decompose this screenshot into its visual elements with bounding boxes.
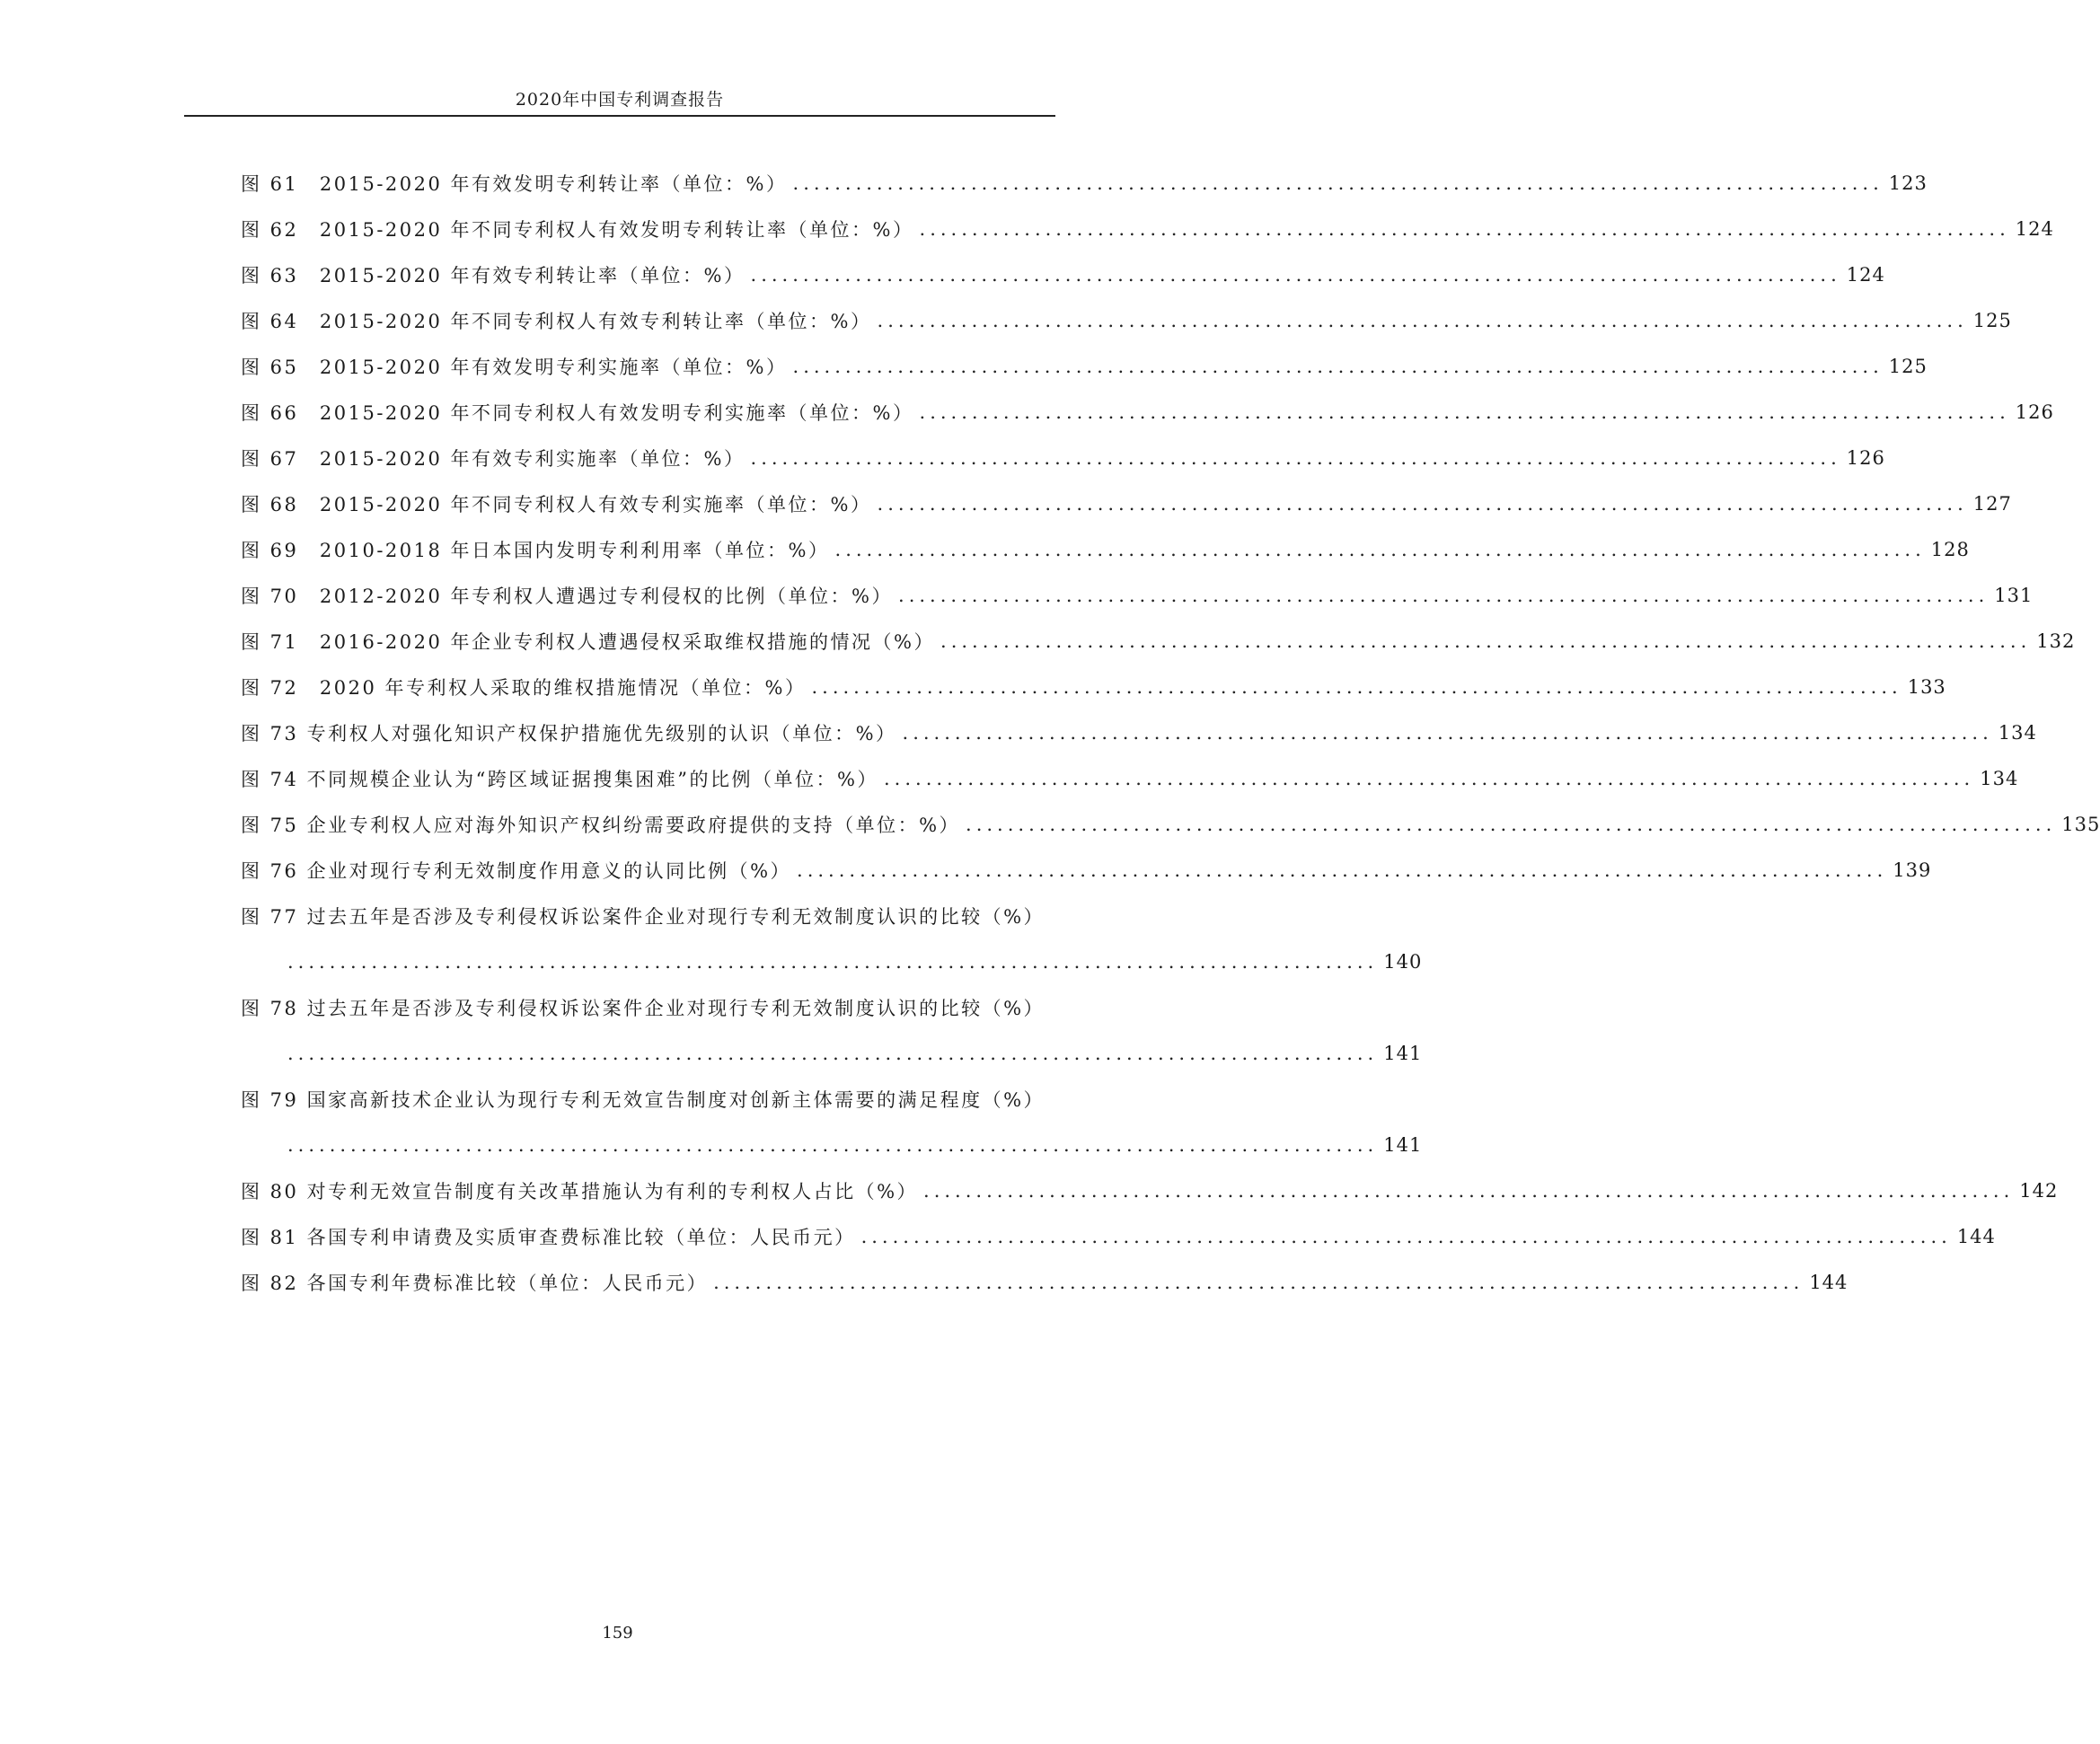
leader-dots: ........................................................................................................ [797, 859, 1888, 881]
figure-list [241, 160, 2100, 1305]
page-number: 159 [602, 1624, 633, 1643]
leader-dots: ........................................................................................................ [940, 630, 2032, 652]
leader-dots: ........................................................................................................ [877, 492, 1968, 515]
toc-entry-label: 图 66 2015-2020 年不同专利权人有效发明专利实施率（单位：%） [241, 401, 914, 424]
leader-dots: ........................................................................................................ [792, 355, 1884, 377]
toc-entry-75[interactable] [241, 801, 2100, 847]
leader-dots: ........................................................................................................ [898, 584, 1990, 606]
toc-entry-page: 135 [2061, 813, 2100, 835]
toc-entry-label: 图 78 过去五年是否涉及专利侵权诉讼案件企业对现行专利无效制度认识的比较（%） [241, 997, 1046, 1019]
leader-dots: ........................................................................................................ [966, 813, 2057, 835]
toc-entry-label: 图 69 2010-2018 年日本国内发明专利利用率（单位：%） [241, 539, 830, 561]
toc-entry-page: 142 [2019, 1179, 2059, 1202]
toc-entry-label: 图 70 2012-2020 年专利权人遭遇过专利侵权的比例（单位：%） [241, 585, 894, 607]
leader-dots: ........................................................................................................ [287, 950, 1379, 973]
toc-entry-label: 图 73 专利权人对强化知识产权保护措施优先级别的认识（单位：%） [241, 722, 897, 744]
leader-dots: ........................................................................................................ [287, 1133, 1379, 1156]
toc-entry-62[interactable] [241, 206, 2054, 251]
toc-entry-80[interactable] [241, 1167, 2059, 1213]
leader-dots: ........................................................................................................ [287, 1042, 1379, 1064]
leader-dots: ........................................................................................................ [811, 675, 1902, 698]
toc-entry-page: 125 [1888, 355, 1928, 377]
toc-entry-label: 图 62 2015-2020 年不同专利权人有效发明专利转让率（单位：%） [241, 218, 914, 241]
toc-entry-72[interactable] [241, 664, 1946, 709]
toc-entry-73[interactable] [241, 709, 2037, 755]
toc-entry-page: 124 [1846, 263, 1885, 286]
toc-entry-76[interactable] [241, 847, 1932, 893]
toc-entry-label: 图 61 2015-2020 年有效发明专利转让率（单位：%） [241, 172, 788, 195]
toc-entry-page: 128 [1930, 538, 1970, 560]
toc-entry-68[interactable] [241, 480, 2012, 526]
leader-dots: ........................................................................................................ [902, 721, 1993, 744]
toc-entry-label: 图 63 2015-2020 年有效专利转让率（单位：%） [241, 264, 746, 286]
toc-entry-label: 图 72 2020 年专利权人采取的维权措施情况（单位：%） [241, 676, 807, 699]
toc-entry-page: 140 [1383, 950, 1423, 973]
running-header: 2020年中国专利调查报告 [515, 90, 725, 110]
leader-dots: ........................................................................................................ [919, 217, 2010, 240]
toc-entry-page: 126 [2015, 401, 2054, 423]
leader-dots: ........................................................................................................ [919, 401, 2010, 423]
toc-entry-page: 131 [1994, 584, 2034, 606]
toc-entry-66[interactable] [241, 389, 2054, 435]
toc-entry-page: 125 [1972, 309, 2012, 331]
toc-entry-label: 图 71 2016-2020 年企业专利权人遭遇侵权采取维权措施的情况（%） [241, 630, 936, 653]
leader-dots: ........................................................................................................ [860, 1225, 1952, 1247]
toc-entry-64[interactable] [241, 297, 2012, 343]
toc-entry-label: 图 82 各国专利年费标准比较（单位：人民币元） [241, 1272, 709, 1294]
leader-dots: ........................................................................................................ [792, 172, 1884, 194]
toc-entry-label: 图 75 企业专利权人应对海外知识产权纠纷需要政府提供的支持（单位：%） [241, 814, 961, 836]
toc-entry-77[interactable] [241, 893, 1423, 984]
toc-entry-81[interactable] [241, 1213, 1996, 1259]
toc-entry-label: 图 68 2015-2020 年不同专利权人有效专利实施率（单位：%） [241, 493, 872, 515]
leader-dots: ........................................................................................................ [877, 309, 1968, 331]
toc-entry-label: 图 74 不同规模企业认为“跨区域证据搜集困难”的比例（单位：%） [241, 768, 878, 790]
leader-dots: ........................................................................................................ [713, 1271, 1804, 1293]
toc-entry-78[interactable] [241, 984, 1423, 1076]
toc-entry-label: 图 76 企业对现行专利无效制度作用意义的认同比例（%） [241, 859, 792, 882]
toc-entry-71[interactable] [241, 618, 2076, 664]
toc-entry-page: 144 [1956, 1225, 1996, 1247]
header-rule [184, 115, 1055, 117]
toc-entry-page: 139 [1893, 859, 1932, 881]
toc-entry-label: 图 67 2015-2020 年有效专利实施率（单位：%） [241, 447, 746, 470]
toc-entry-page: 141 [1383, 1133, 1423, 1156]
toc-entry-79[interactable] [241, 1076, 1423, 1167]
toc-entry-page: 123 [1888, 172, 1928, 194]
toc-entry-page: 127 [1972, 492, 2012, 515]
toc-entry-label: 图 79 国家高新技术企业认为现行专利无效宣告制度对创新主体需要的满足程度（%） [241, 1088, 1046, 1111]
toc-entry-82[interactable] [241, 1259, 1849, 1305]
toc-entry-label: 图 80 对专利无效宣告制度有关改革措施认为有利的专利权人占比（%） [241, 1180, 919, 1202]
leader-dots: ........................................................................................................ [750, 446, 1841, 469]
leader-dots: ........................................................................................................ [923, 1179, 2015, 1202]
toc-entry-label: 图 81 各国专利申请费及实质审查费标准比较（单位：人民币元） [241, 1226, 856, 1248]
toc-entry-label: 图 77 过去五年是否涉及专利侵权诉讼案件企业对现行专利无效制度认识的比较（%） [241, 905, 1046, 928]
toc-entry-page: 134 [1998, 721, 2037, 744]
toc-entry-page: 133 [1907, 675, 1946, 698]
toc-entry-67[interactable] [241, 435, 1885, 480]
toc-entry-69[interactable] [241, 526, 1970, 572]
toc-entry-page: 134 [1980, 767, 2019, 789]
toc-entry-74[interactable] [241, 755, 2019, 801]
toc-entry-70[interactable] [241, 572, 2034, 618]
toc-entry-65[interactable] [241, 343, 1928, 389]
toc-entry-63[interactable] [241, 251, 1885, 297]
toc-entry-61[interactable] [241, 160, 1928, 206]
toc-entry-label: 图 64 2015-2020 年不同专利权人有效专利转让率（单位：%） [241, 310, 872, 332]
toc-entry-page: 132 [2036, 630, 2076, 652]
leader-dots: ........................................................................................................ [750, 263, 1841, 286]
toc-entry-label: 图 65 2015-2020 年有效发明专利实施率（单位：%） [241, 356, 788, 378]
toc-entry-page: 144 [1809, 1271, 1849, 1293]
toc-entry-page: 141 [1383, 1042, 1423, 1064]
leader-dots: ........................................................................................................ [884, 767, 1975, 789]
toc-entry-page: 126 [1846, 446, 1885, 469]
leader-dots: ........................................................................................................ [834, 538, 1926, 560]
toc-entry-page: 124 [2015, 217, 2054, 240]
